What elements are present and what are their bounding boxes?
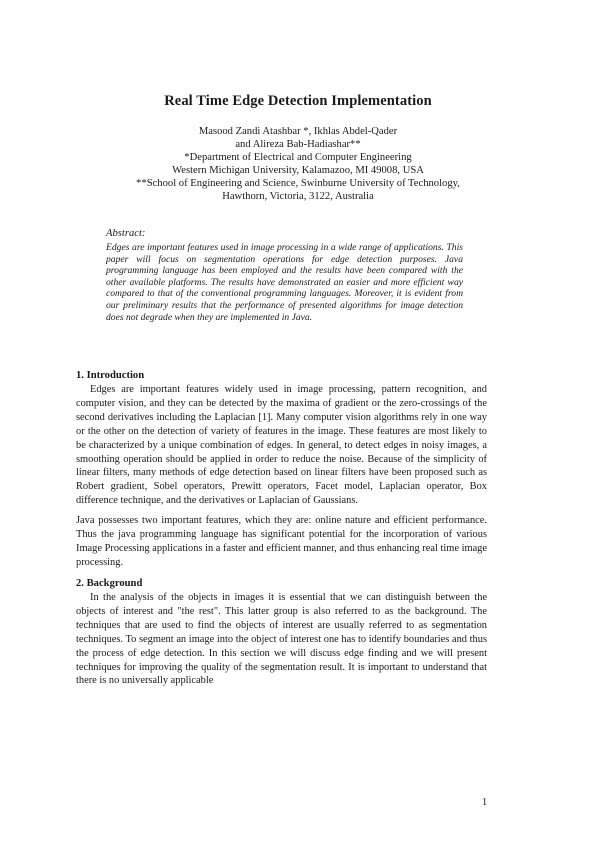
page-number: 1 <box>482 797 488 808</box>
abstract-heading: Abstract: <box>106 228 146 239</box>
affiliation-1-line-2: Western Michigan University, Kalamazoo, MI 49008, USA <box>172 165 424 176</box>
section-1-heading <box>76 370 144 381</box>
affiliation-1-line-1: *Department of Electrical and Computer Engineering <box>184 152 412 163</box>
authors-line-1: Masood Zandi Atashbar *, Ikhlas Abdel-Qader <box>198 126 398 137</box>
authors-line-2: and Alireza Bab-Hadiashar** <box>235 139 361 150</box>
affiliation-2-line-2: Hawthorn, Victoria, 3122, Australia <box>222 191 374 202</box>
section-1-paragraph-2: Java possesses two important features, which they are: online nature and efficient performance. Thus the java programming language has significant potential for the incorporation of various Image Processing applications in a faster and efficient manner, and thus enhancing real time image processing. <box>76 515 487 568</box>
paper-title: Real Time Edge Detection Implementation <box>164 93 432 109</box>
section-2-paragraph-1: In the analysis of the objects in images it is essential that we can distinguish between the objects of interest and "the rest". This latter group is also referred to as the background. The techniques that are used to find the objects of interest are usually referred to as segmentation techniques. To segment an image into the object of interest one has to identify boundaries and thus the process of edge detection. In this section we will discuss edge finding and we will present techniques for improving the quality of the segmentation result. It is important to understand that there is no universally applicable <box>76 592 487 687</box>
abstract-text: Edges are important features used in image processing in a wide range of applications. This paper will focus on segmentation operations for edge detection purposes. Java programming language has been employed and the results have been compared with the other available platforms. The results have demonstrated an easier and more efficient way compared to that of the conventional programming languages. Moreover, it is evident from our preliminary results that the performance of presented algorithms for image detection does not degrade when they are implemented in Java. <box>106 242 463 323</box>
section-1-paragraph-1: Edges are important features widely used in image processing, pattern recognition, and computer vision, and they can be detected by the maxima of gradient or the zero-crossings of the second derivatives including the Laplacian [1]. Many computer vision algorithms rely in one way or the other on the detection of variety of features in the image. These features are most likely to be characterized by a unique combination of edges. In general, to detect edges in noisy images, a smoothing operation should be applied in order to reduce the noise. Because of the simplicity of linear filters, many methods of edge detection based on linear filters have been proposed such as Robert gradient, Sobel operators, Prewitt operators, Facet model, Laplacian operator, Box difference technique, and the derivatives or Laplacian of Gaussians. <box>76 384 487 507</box>
section-1-title: Introduction <box>86 370 145 381</box>
section-2-heading <box>76 578 142 589</box>
section-2-title: Background <box>86 578 143 589</box>
section-2-number: 2. <box>76 578 84 589</box>
affiliation-2-line-1: **School of Engineering and Science, Swinburne University of Technology, <box>136 178 460 189</box>
section-1-number: 1. <box>76 370 84 381</box>
